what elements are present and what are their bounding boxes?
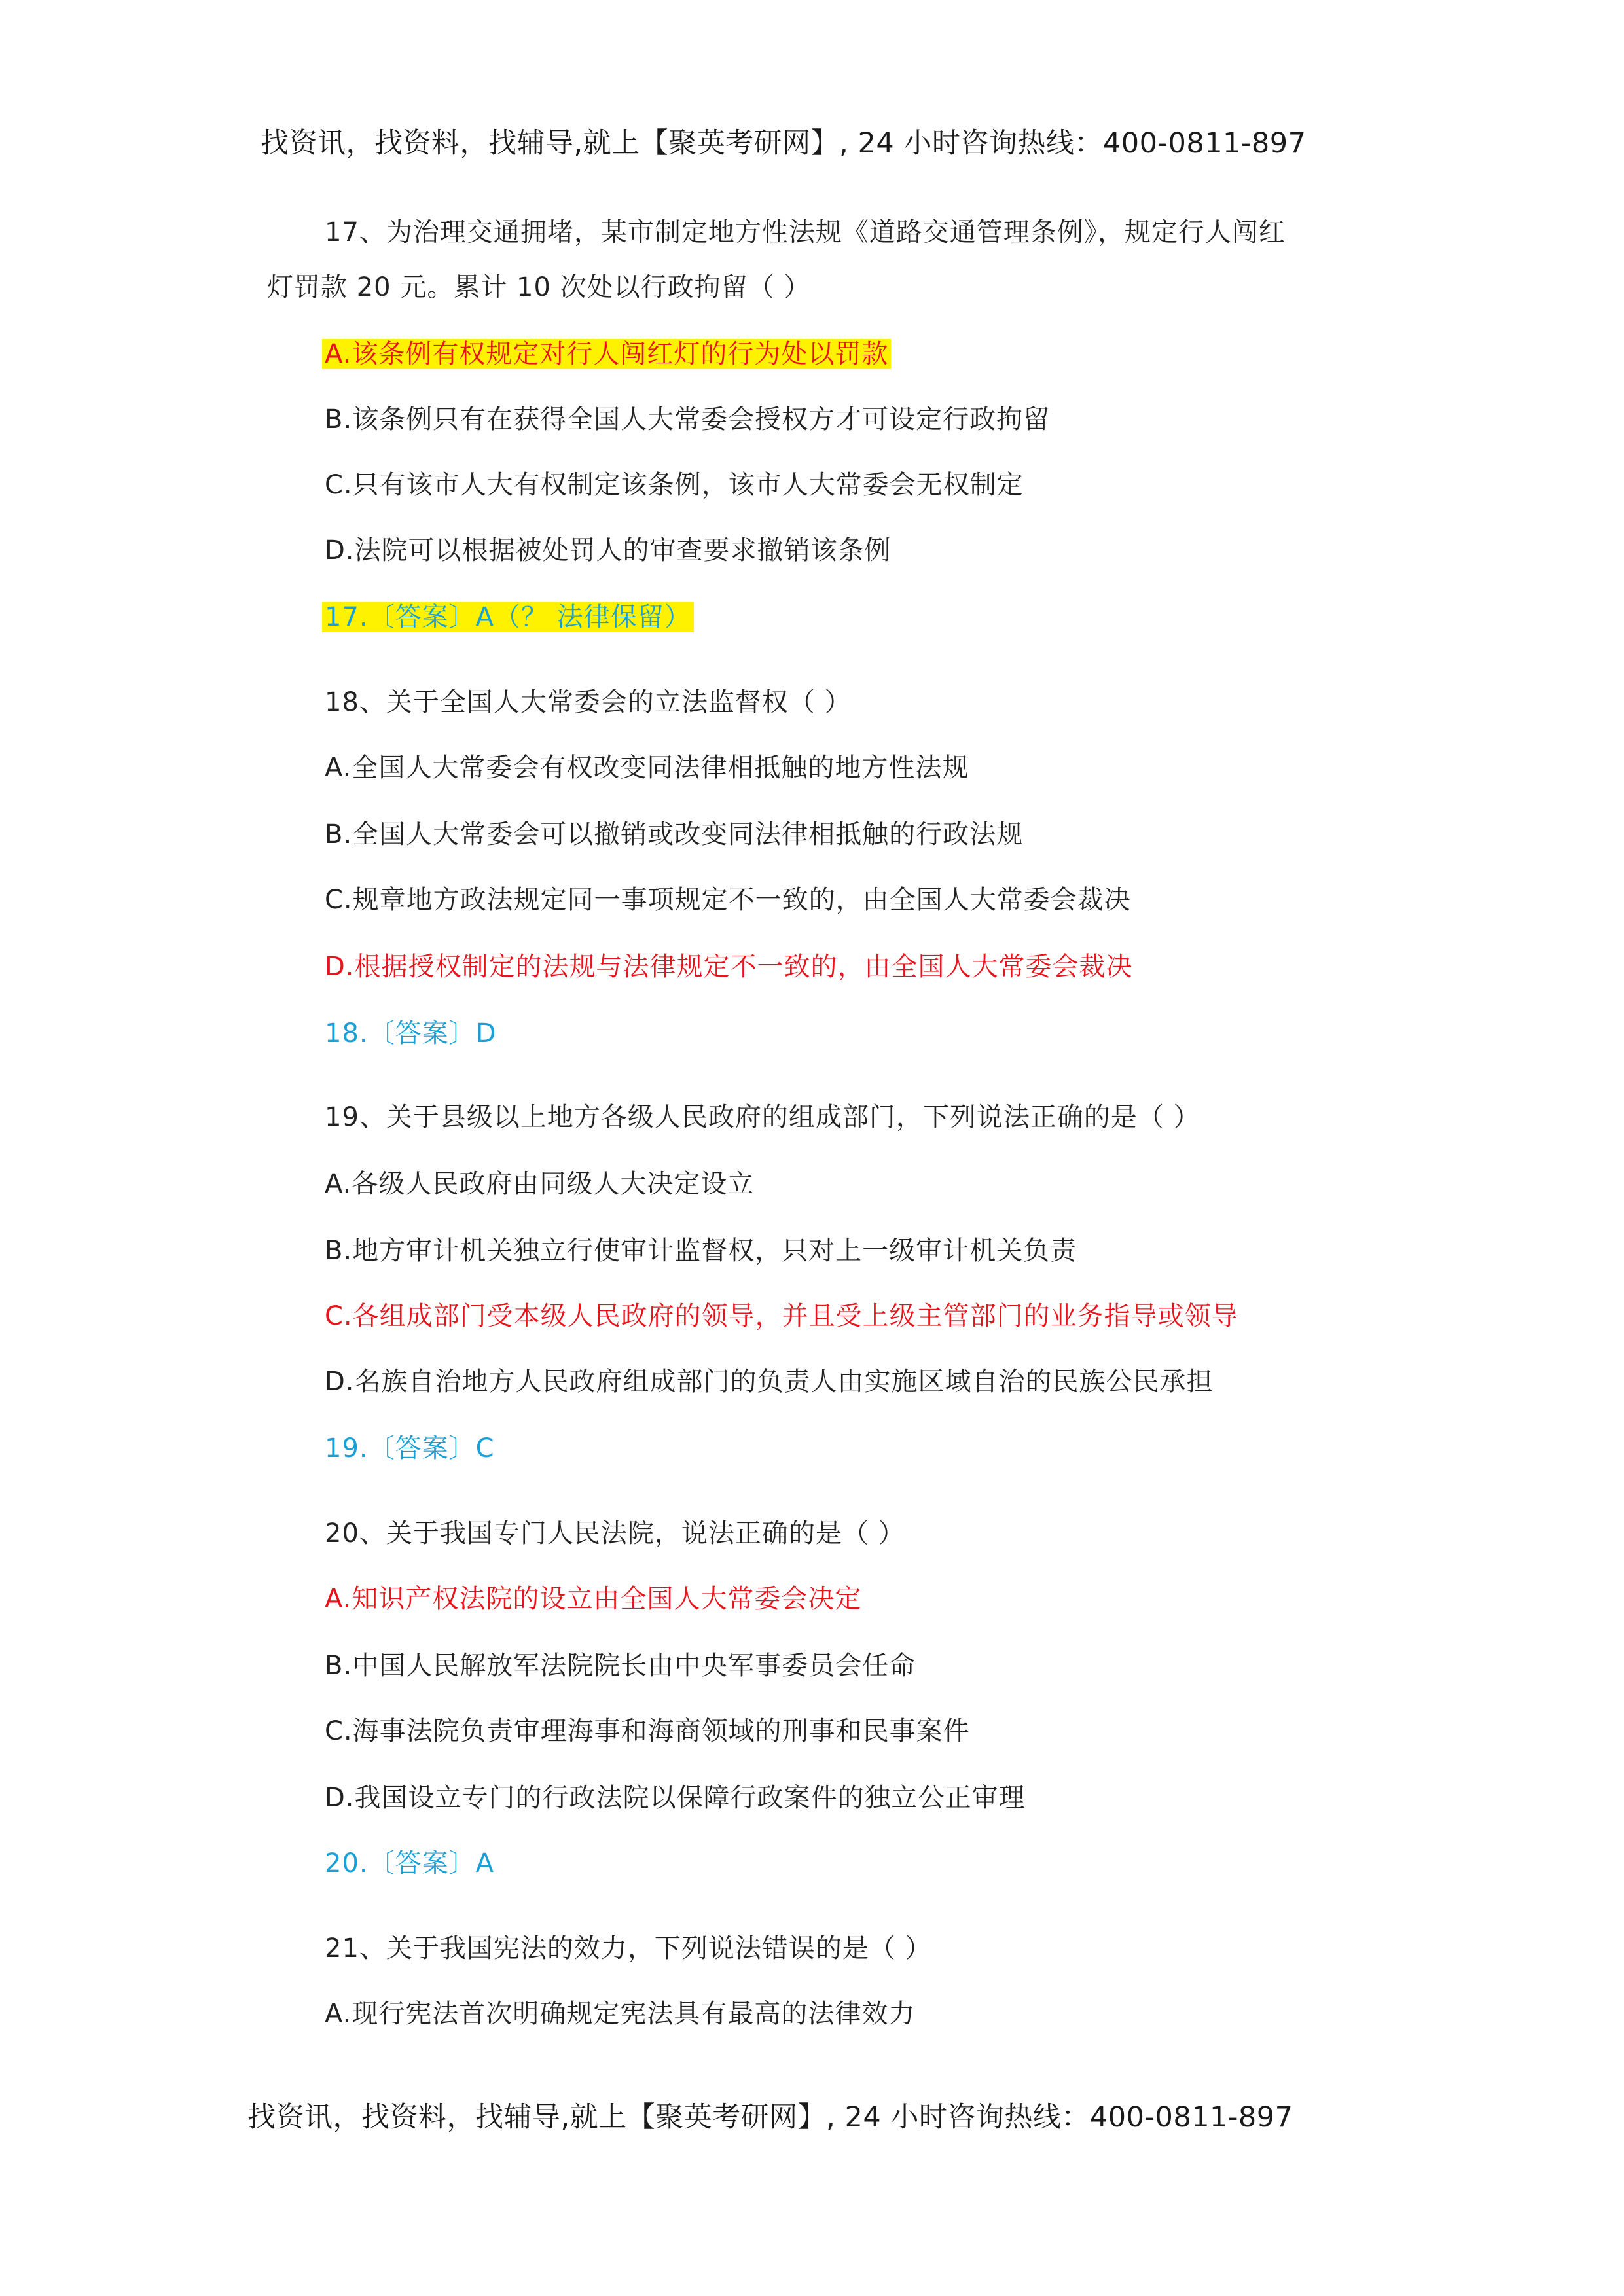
question-17-option-b: B.该条例只有在获得全国人大常委会授权方才可设定行政拘留 — [325, 404, 1051, 435]
question-19-stem: 19、关于县级以上地方各级人民政府的组成部门，下列说法正确的是（ ） — [325, 1102, 1200, 1132]
question-17-answer — [325, 598, 694, 636]
question-21-stem: 21、关于我国宪法的效力，下列说法错误的是（ ） — [325, 1933, 932, 1964]
footer-banner: 找资讯，找资料，找辅导,就上【聚英考研网】, 24 小时咨询热线：400-0811-897 — [247, 2101, 1293, 2134]
question-19-option-d: D.名族自治地方人民政府组成部门的负责人由实施区域自治的民族公民承担 — [325, 1367, 1214, 1397]
question-17-stem-line2: 灯罚款 20 元。累计 10 次处以行政拘留（ ） — [267, 272, 811, 302]
question-20-option-c: C.海事法院负责审理海事和海商领域的刑事和民事案件 — [325, 1716, 970, 1746]
question-18-option-c: C.规章地方政法规定同一事项规定不一致的，由全国人大常委会裁决 — [325, 885, 1131, 915]
question-17-option-a-text: A.该条例有权规定对行人闯红灯的行为处以罚款 — [322, 339, 891, 369]
question-18-answer: 18.〔答案〕D — [325, 1018, 497, 1049]
question-18-option-a: A.全国人大常委会有权改变同法律相抵触的地方性法规 — [325, 753, 969, 783]
question-17-option-d: D.法院可以根据被处罚人的审查要求撤销该条例 — [325, 535, 892, 565]
question-20-stem: 20、关于我国专门人民法院，说法正确的是（ ） — [325, 1518, 905, 1549]
question-19-option-a: A.各级人民政府由同级人大决定设立 — [325, 1169, 755, 1199]
question-18-stem: 18、关于全国人大常委会的立法监督权（ ） — [325, 687, 852, 717]
question-19-option-c: C.各组成部门受本级人民政府的领导，并且受上级主管部门的业务指导或领导 — [325, 1301, 1238, 1331]
question-19-option-b: B.地方审计机关独立行使审计监督权，只对上一级审计机关负责 — [325, 1236, 1077, 1266]
header-banner: 找资讯，找资料，找辅导,就上【聚英考研网】, 24 小时咨询热线：400-0811-897 — [261, 127, 1307, 160]
question-20-option-a: A.知识产权法院的设立由全国人大常委会决定 — [325, 1584, 862, 1614]
question-18-option-b: B.全国人大常委会可以撤销或改变同法律相抵触的行政法规 — [325, 819, 1024, 850]
question-17-option-a — [325, 335, 891, 373]
question-20-option-b: B.中国人民解放军法院院长由中央军事委员会任命 — [325, 1651, 916, 1681]
question-20-option-d: D.我国设立专门的行政法院以保障行政案件的独立公正审理 — [325, 1783, 1026, 1813]
question-21-option-a: A.现行宪法首次明确规定宪法具有最高的法律效力 — [325, 1999, 916, 2029]
question-17-stem-line1: 17、为治理交通拥堵，某市制定地方性法规《道路交通管理条例》，规定行人闯红 — [325, 217, 1286, 247]
question-18-option-d: D.根据授权制定的法规与法律规定不一致的，由全国人大常委会裁决 — [325, 952, 1133, 982]
question-19-answer: 19.〔答案〕C — [325, 1433, 495, 1463]
question-17-answer-text: 17.〔答案〕A（？ 法律保留） — [322, 602, 694, 632]
question-17-option-c: C.只有该市人大有权制定该条例，该市人大常委会无权制定 — [325, 470, 1024, 500]
question-20-answer: 20.〔答案〕A — [325, 1848, 494, 1878]
